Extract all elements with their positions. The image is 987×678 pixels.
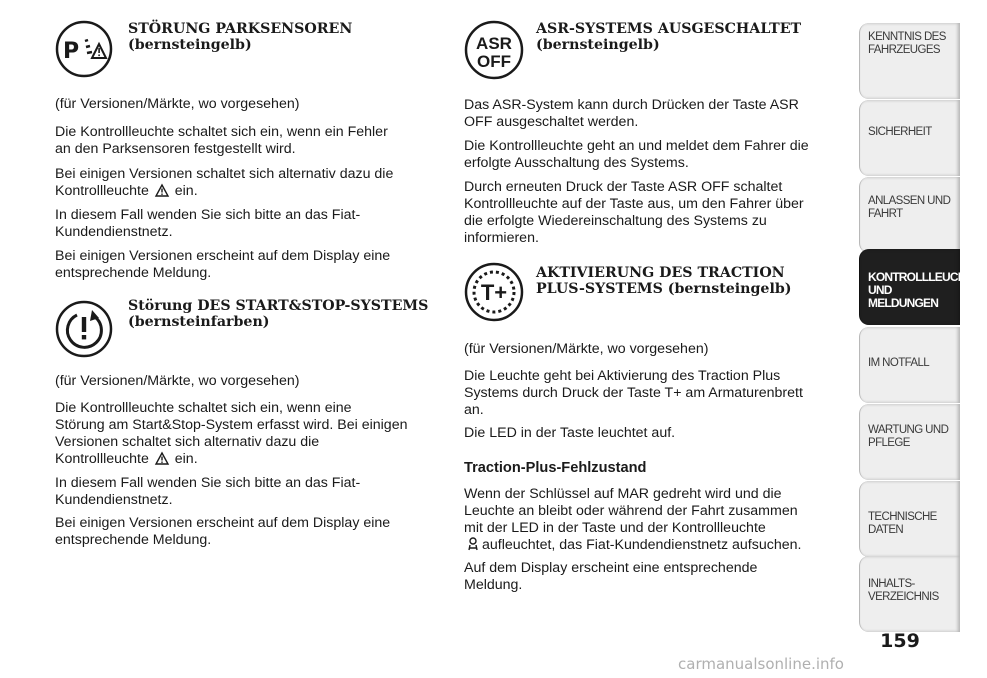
section-title: AKTIVIERUNG DES TRACTION PLUS-SYSTEMS (bernsteingelb) xyxy=(536,265,792,297)
parking-sensor-warning-icon xyxy=(55,20,113,78)
paragraph: Die Kontrollleuchte geht an und meldet dem Fahrer die erfolgte Ausschaltung des Systems. xyxy=(464,138,809,171)
paragraph: In diesem Fall wenden Sie sich bitte an das Fiat- Kundendienstnetz. xyxy=(55,475,361,508)
traction-plus-icon xyxy=(464,262,524,322)
tab-inhaltsverzeichnis[interactable]: INHALTS- VERZEICHNIS xyxy=(859,556,960,632)
paragraph: Wenn der Schlüssel auf MAR gedreht wird und die Leuchte an bleibt oder während der Fahrt zusammen mit der LED in der Taste und der Kontrollleuchte aufleuchtet, das Fiat-Kundendienstnetz aufsuchen. xyxy=(464,486,849,556)
paragraph: (für Versionen/Märkte, wo vorgesehen) xyxy=(55,373,300,389)
warning-triangle-icon xyxy=(155,452,169,470)
paragraph: Die Leuchte geht bei Aktivierung des Traction Plus Systems durch Druck der Taste T+ am Armaturenbrett an. xyxy=(464,368,803,418)
subheading: Traction-Plus-Fehlzustand xyxy=(464,460,647,476)
paragraph: Das ASR-System kann durch Drücken der Taste ASR OFF ausgeschaltet werden. xyxy=(464,97,799,130)
tab-kenntnis-des-fahrzeuges[interactable]: KENNTNIS DES FAHRZEUGES xyxy=(859,23,960,99)
paragraph: Bei einigen Versionen erscheint auf dem Display eine entsprechende Meldung. xyxy=(55,248,391,281)
paragraph: Die Kontrollleuchte schaltet sich ein, wenn ein Fehler an den Parksensoren festgestellt wird. xyxy=(55,124,388,157)
paragraph: Bei einigen Versionen schaltet sich alternativ dazu die Kontrollleuchte ein. xyxy=(55,166,440,202)
paragraph: In diesem Fall wenden Sie sich bitte an das Fiat- Kundendienstnetz. xyxy=(55,207,361,240)
section-title: Störung DES START&STOP-SYSTEMS (bernsteinfarben) xyxy=(128,298,429,330)
section-title: STÖRUNG PARKSENSOREN (bernsteingelb) xyxy=(128,21,353,53)
paragraph: Die LED in der Taste leuchtet auf. xyxy=(464,425,676,441)
page-number: 159 xyxy=(880,630,920,652)
svg-text:T+: T+ xyxy=(480,280,508,305)
section-title: ASR-SYSTEMS AUSGESCHALTET (bernsteingelb) xyxy=(536,21,802,53)
paragraph: Durch erneuten Druck der Taste ASR OFF schaltet Kontrollleuchte auf der Taste aus, um den Fahrer über die erfolgte Wiedereinschaltung des Systems zu informieren. xyxy=(464,179,804,246)
watermark: carmanualsonline.info xyxy=(678,655,844,673)
tab-im-notfall[interactable]: IM NOTFALL xyxy=(859,327,960,403)
paragraph: (für Versionen/Märkte, wo vorgesehen) xyxy=(464,341,709,357)
tab-wartung-und-pflege[interactable]: WARTUNG UND PFLEGE xyxy=(859,404,960,480)
svg-text:ASR: ASR xyxy=(476,34,512,53)
svg-text:OFF: OFF xyxy=(477,52,511,71)
paragraph: Die Kontrollleuchte schaltet sich ein, wenn eine Störung am Start&Stop-System erfasst wird. Bei einigen Versionen schaltet sich alternativ dazu die Kontrollleuchte ein. xyxy=(55,400,440,470)
paragraph: Bei einigen Versionen erscheint auf dem Display eine entsprechende Meldung. xyxy=(55,515,391,548)
start-stop-failure-icon xyxy=(55,300,113,358)
tab-anlassen-und-fahrt[interactable]: ANLASSEN UND FAHRT xyxy=(859,177,960,253)
svg-text:P: P xyxy=(63,39,80,64)
tab-kontrollleuchten-und-meldungen[interactable]: KONTROLLLEUCHTEN UND MELDUNGEN xyxy=(859,249,960,325)
paragraph: Auf dem Display erscheint eine entsprechende Meldung. xyxy=(464,560,758,593)
asr-off-icon xyxy=(464,20,524,80)
traction-warning-icon xyxy=(466,537,480,556)
warning-triangle-icon xyxy=(155,184,169,202)
paragraph: (für Versionen/Märkte, wo vorgesehen) xyxy=(55,96,300,112)
tab-sicherheit[interactable]: SICHERHEIT xyxy=(859,100,960,176)
tab-technische-daten[interactable]: TECHNISCHE DATEN xyxy=(859,481,960,557)
